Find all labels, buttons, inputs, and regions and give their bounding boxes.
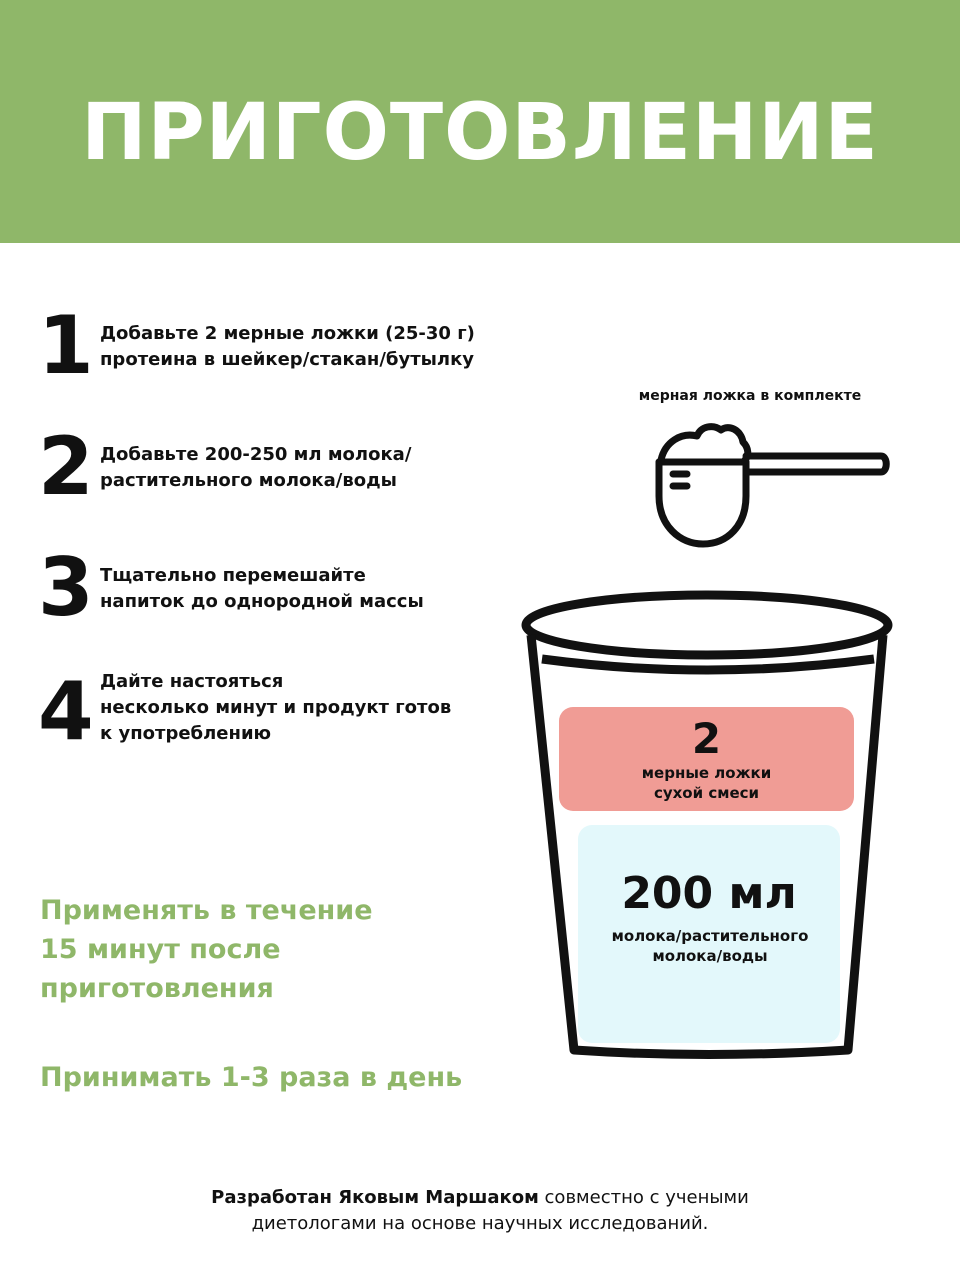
powder-label-line2: сухой смеси (653, 784, 760, 802)
dosage-note: Принимать 1-3 раза в день (40, 1062, 463, 1093)
scoop-caption: мерная ложка в комплекте (638, 388, 862, 404)
footer-credits (0, 1185, 960, 1237)
footer-line-2: диетологами на основе научных исследований. (251, 1213, 709, 1234)
step-number: 4 (38, 665, 94, 758)
step-text: Добавьте 200-250 мл молока/ растительного молока/воды (100, 444, 412, 491)
step-number: 2 (38, 420, 94, 513)
measuring-scoop-icon (645, 418, 895, 553)
step-number: 1 (38, 299, 94, 392)
use-within-note: Применять в течение 15 минут после приготовления (40, 895, 373, 1004)
powder-amount: 2 (691, 714, 722, 763)
powder-label-line1: мерные ложки (641, 764, 772, 782)
liquid-label-line1: молока/растительного (611, 927, 809, 945)
step-text: Дайте настояться несколько минут и продукт готов к употреблению (100, 671, 452, 744)
footer-line-1 (0, 1185, 960, 1211)
page-title: ПРИГОТОВЛЕНИЕ (81, 88, 879, 178)
glass-icon (512, 585, 902, 1070)
footer-author: Разработан Яковым Маршаком (211, 1187, 539, 1208)
step-text: Добавьте 2 мерные ложки (25-30 г) протеина в шейкер/стакан/бутылку (100, 323, 475, 370)
liquid-label-line2: молока/воды (652, 947, 768, 965)
step-text: Тщательно перемешайте напиток до однородной массы (100, 565, 424, 612)
footer-line1-rest: совместно с учеными (538, 1187, 749, 1208)
liquid-amount: 200 мл (621, 868, 797, 919)
header-banner (0, 0, 960, 243)
step-number: 3 (38, 541, 94, 634)
